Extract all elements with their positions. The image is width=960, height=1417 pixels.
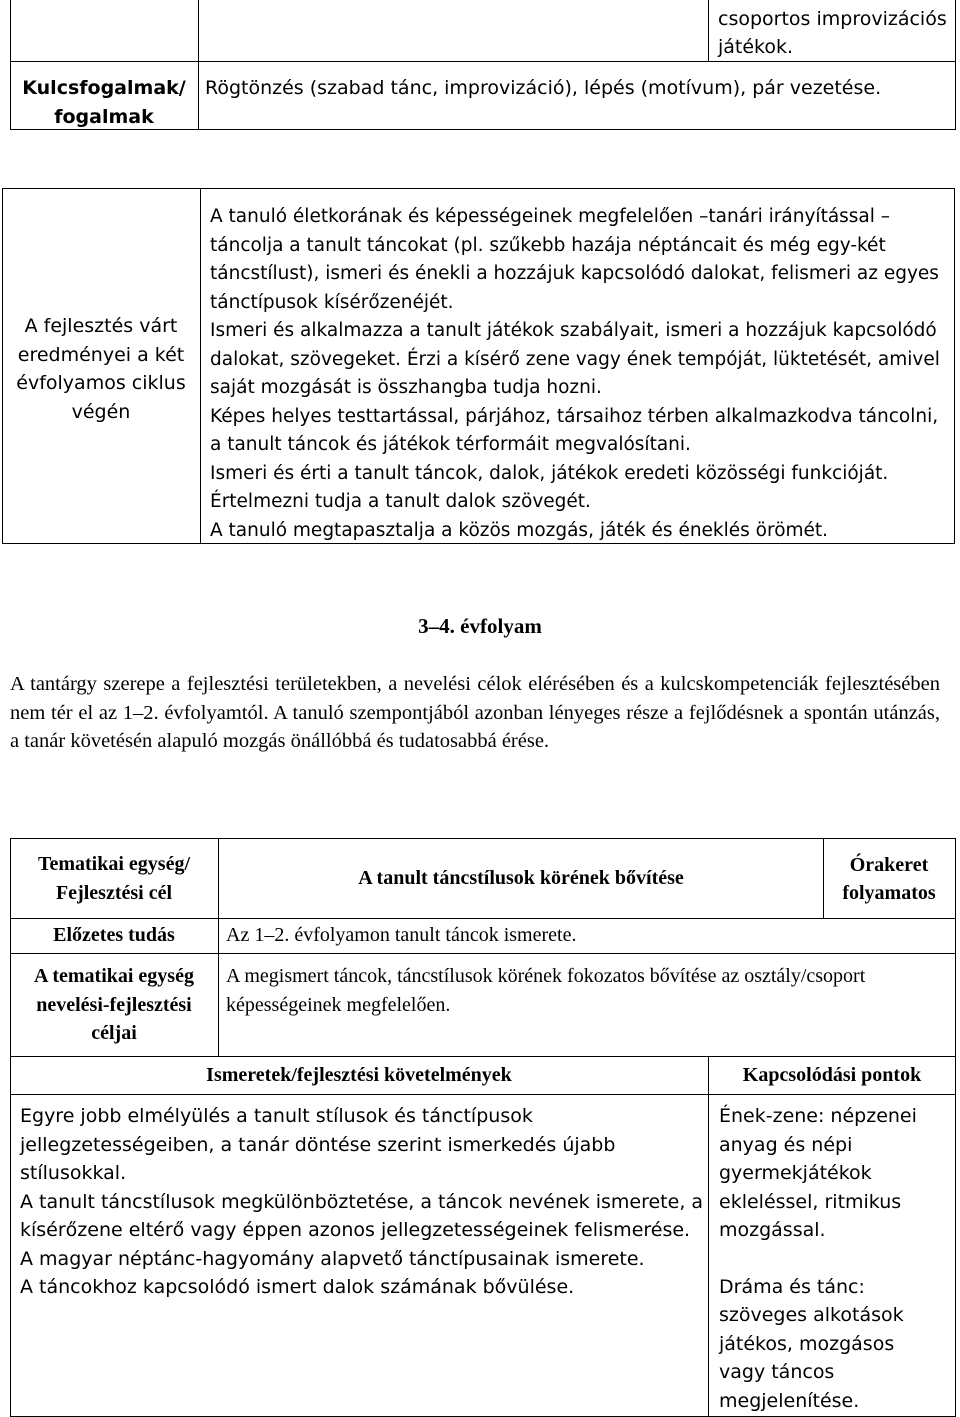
hours-label: Órakeret	[849, 854, 929, 876]
prior-label: Előzetes tudás	[53, 924, 175, 946]
outcome-paragraph: Ismeri és alkalmazza a tanult játékok szabályait, ismeri a hozzájuk kapcsolódó dalokat, szövegeket. Érzi a kísérő zene vagy ének tempóját, lüktetését, amivel saját mozgását is összhangba tudja hozni.	[210, 320, 940, 398]
keywords-label: Kulcsfogalmak/ fogalmak	[22, 77, 186, 128]
hours-value: folyamatos	[842, 882, 936, 904]
requirements-header: Ismeretek/fejlesztési követelmények	[206, 1064, 512, 1086]
requirement-item: A tanult táncstílusok megkülönböztetése, a táncok nevének ismerete, a kísérőzene eltérő vagy éppen azonos jellegzetességeinek felismerése.	[20, 1190, 704, 1241]
link-item: Ének-zene: népzenei anyag és népi gyermekjátékok ekleléssel, ritmikus mozgással.	[719, 1105, 917, 1241]
links-list	[719, 1102, 939, 1415]
link-item: Dráma és tánc: szöveges alkotások játékos, mozgásos vagy táncos megjelenítése.	[719, 1275, 904, 1412]
links-header: Kapcsolódási pontok	[742, 1064, 922, 1086]
outcomes-label: A fejlesztés várt eredményei a két évfolyamos ciklus végén	[16, 315, 186, 423]
goals-value: A megismert táncok, táncstílusok körének fokozatos bővítése az osztály/csoport képességeinek megfelelően.	[226, 965, 866, 1016]
outcome-paragraph: Ismeri és érti a tanult táncok, dalok, játékok eredeti közösségi funkcióját.	[210, 462, 889, 484]
outcome-paragraph: Képes helyes testtartással, párjához, társaihoz térben alkalmazkodva táncolni, a tanult táncok és játékok térformáit megvalósítani.	[210, 405, 939, 455]
goals-label: A tematikai egység nevelési-fejlesztési céljai	[34, 965, 194, 1044]
prior-value: Az 1–2. évfolyamon tanult táncok ismerete.	[226, 924, 577, 946]
requirement-item: Egyre jobb elmélyülés a tanult stílusok és tánctípusok jellegzetességeiben, a tanár döntése szerint ismerkedés újabb stílusokkal.	[20, 1105, 616, 1184]
continued-cell-text: csoportos improvizációs játékok.	[718, 8, 947, 58]
section-heading: 3–4. évfolyam	[418, 614, 542, 638]
requirements-list	[20, 1102, 706, 1302]
outcomes-text	[210, 203, 946, 545]
requirement-item: A magyar néptánc-hagyomány alapvető tánctípusainak ismerete.	[20, 1247, 645, 1270]
unit-label: Tematikai egység/ Fejlesztési cél	[37, 853, 191, 904]
outcome-paragraph: Értelmezni tudja a tanult dalok szövegét.	[210, 491, 591, 512]
requirement-item: A táncokhoz kapcsolódó ismert dalok számának bővülése.	[20, 1276, 575, 1298]
keywords-value: Rögtönzés (szabad tánc, improvizáció), lépés (motívum), pár vezetése.	[205, 77, 882, 99]
outcome-paragraph: A tanuló életkorának és képességeinek megfelelően –tanári irányítással – táncolja a tanult táncokat (pl. szűkebb hazája néptáncait és még egy-két táncstílust), ismeri és énekli a hozzájuk kapcsolódó dalokat, felismeri az egyes tánctípusok kísérőzenéjét.	[210, 206, 939, 313]
unit-title: A tanult táncstílusok körének bővítése	[358, 867, 684, 889]
outcome-paragraph: A tanuló megtapasztalja a közös mozgás, játék és éneklés örömét.	[210, 519, 829, 541]
section-intro: A tantárgy szerepe a fejlesztési területekben, a nevelési célok elérésében és a kulcskompetenciák fejlesztésében nem tér el az 1–2. évfolyamtól. A tanuló szempontjából azonban lényeges része a fejlődésnek a spontán utánzás, a tanár követésén alapuló mozgás önállóbbá és tudatosabbá érése.	[10, 673, 940, 752]
